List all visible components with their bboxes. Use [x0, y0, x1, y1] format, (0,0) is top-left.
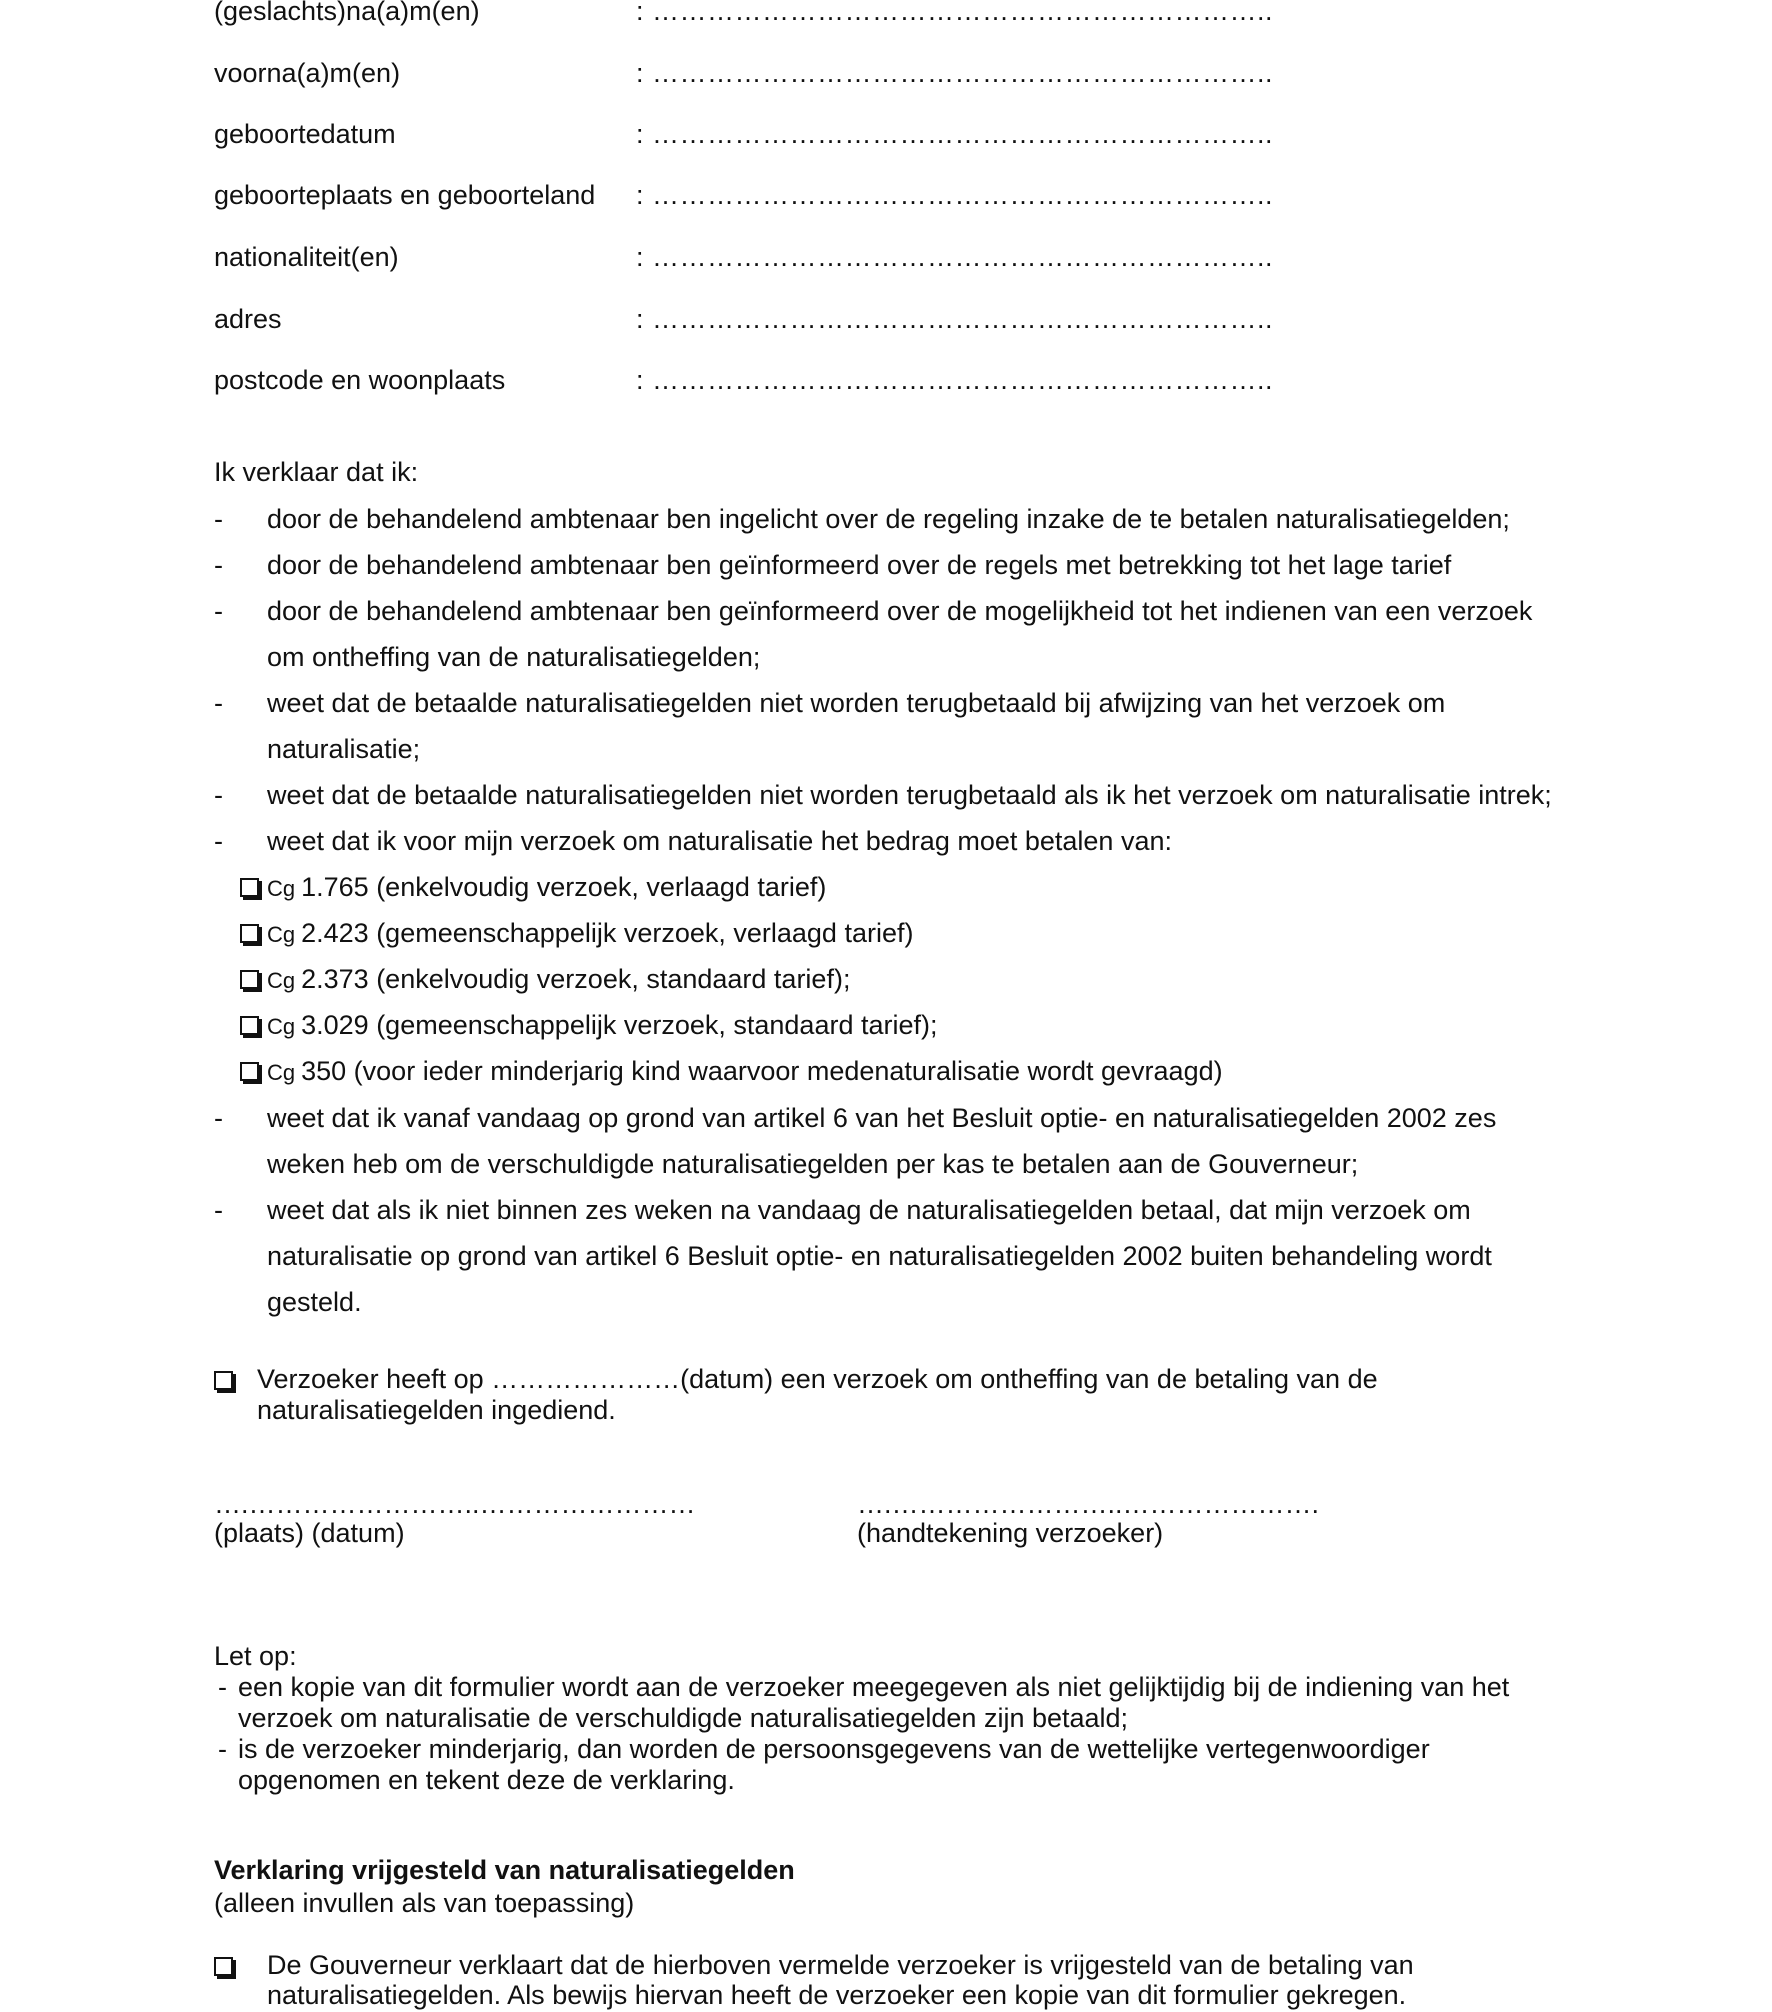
currency-label: Cg — [267, 968, 296, 993]
fee-option-label: 2.373 (enkelvoudig verzoek, standaard tarief); — [301, 964, 851, 994]
bullet-dash: - — [214, 780, 223, 810]
declaration-line: om ontheffing van de naturalisatiegelden; — [267, 642, 761, 672]
fee-option-label: 1.765 (enkelvoudig verzoek, verlaagd tarief) — [301, 872, 827, 902]
declaration-line: weet dat als ik niet binnen zes weken na vandaag de naturalisatiegelden betaal, dat mijn verzoek om — [267, 1195, 1471, 1225]
declaration-line: naturalisatie op grond van artikel 6 Besluit optie- en naturalisatiegelden 2002 buiten behandeling wordt — [267, 1241, 1492, 1271]
field-value-birth-date[interactable]: : ………………………………………………………….. — [636, 119, 1274, 149]
bullet-dash: - — [214, 1103, 223, 1133]
field-value-first-names[interactable]: : ………………………………………………………….. — [636, 58, 1274, 88]
field-label-postcode: postcode en woonplaats — [214, 365, 506, 395]
note-item: verzoek om naturalisatie de verschuldigde naturalisatiegelden zijn betaald; — [238, 1703, 1129, 1733]
currency-label: Cg — [267, 1060, 296, 1085]
field-value-address[interactable]: : ………………………………………………………….. — [636, 304, 1274, 334]
note-item: een kopie van dit formulier wordt aan de verzoeker meegegeven als niet gelijktijdig bij de indiening van het — [238, 1672, 1510, 1702]
field-value-surname[interactable]: : ………………………………………………………….. — [636, 0, 1274, 26]
declaration-line: door de behandelend ambtenaar ben ingelicht over de regeling inzake de te betalen naturalisatiegelden; — [267, 504, 1510, 534]
field-label-birth-place: geboorteplaats en geboorteland — [214, 180, 596, 210]
note-item: is de verzoeker minderjarig, dan worden de persoonsgegevens van de wettelijke vertegenwoordiger — [238, 1734, 1430, 1764]
exemption-request-line2: naturalisatiegelden ingediend. — [257, 1395, 616, 1425]
declaration-intro: Ik verklaar dat ik: — [214, 457, 419, 487]
exempt-section-title: Verklaring vrijgesteld van naturalisatiegelden — [214, 1855, 795, 1885]
exempt-line2: naturalisatiegelden. Als bewijs hiervan heeft de verzoeker een kopie van dit formulier gekregen. — [267, 1980, 1407, 2010]
bullet-dash: - — [218, 1734, 227, 1764]
checkbox-icon[interactable] — [214, 1371, 233, 1390]
place-date-label: (plaats) (datum) — [214, 1518, 405, 1548]
field-label-first-names: voorna(a)m(en) — [214, 58, 401, 88]
field-value-birth-place[interactable]: : ………………………………………………………….. — [636, 180, 1274, 210]
checkbox-icon[interactable] — [214, 1957, 233, 1976]
currency-label: Cg — [267, 922, 296, 947]
field-value-nationality[interactable]: : ………………………………………………………….. — [636, 242, 1274, 272]
declaration-line: weet dat de betaalde naturalisatiegelden niet worden terugbetaald bij afwijzing van het verzoek om — [267, 688, 1446, 718]
fee-option[interactable] — [240, 870, 826, 906]
fee-option-label: 3.029 (gemeenschappelijk verzoek, standaard tarief); — [301, 1010, 938, 1040]
declaration-line: door de behandelend ambtenaar ben geïnformeerd over de regels met betrekking tot het lage tarief — [267, 550, 1452, 580]
bullet-dash: - — [214, 1195, 223, 1225]
exemption-request-line1: Verzoeker heeft op …………………(datum) een verzoek om ontheffing van de betaling van de — [257, 1364, 1378, 1394]
declaration-line: weet dat ik voor mijn verzoek om naturalisatie het bedrag moet betalen van: — [267, 826, 1172, 856]
signature-label: (handtekening verzoeker) — [857, 1518, 1164, 1548]
fee-option[interactable] — [240, 1008, 937, 1044]
fee-option[interactable] — [240, 962, 850, 998]
bullet-dash: - — [214, 504, 223, 534]
field-label-birth-date: geboortedatum — [214, 119, 396, 149]
exempt-checkbox[interactable] — [214, 1949, 241, 1983]
place-date-line[interactable]: ….……………………..…………………… — [214, 1489, 696, 1519]
note-item: opgenomen en tekent deze de verklaring. — [238, 1765, 735, 1795]
declaration-line: door de behandelend ambtenaar ben geïnformeerd over de mogelijkheid tot het indienen van een verzoek — [267, 596, 1533, 626]
fee-option-label: 2.423 (gemeenschappelijk verzoek, verlaagd tarief) — [301, 918, 914, 948]
checkbox-icon[interactable] — [240, 970, 259, 989]
fee-option[interactable] — [240, 1054, 1223, 1090]
exemption-request-checkbox[interactable] — [214, 1363, 241, 1397]
checkbox-icon[interactable] — [240, 878, 259, 897]
declaration-line: weken heb om de verschuldigde naturalisatiegelden per kas te betalen aan de Gouverneur; — [267, 1149, 1359, 1179]
declaration-line: weet dat de betaalde naturalisatiegelden niet worden terugbetaald als ik het verzoek om naturalisatie intrek; — [267, 780, 1552, 810]
fee-option-label: 350 (voor ieder minderjarig kind waarvoor medenaturalisatie wordt gevraagd) — [301, 1056, 1223, 1086]
bullet-dash: - — [214, 596, 223, 626]
checkbox-icon[interactable] — [240, 924, 259, 943]
currency-label: Cg — [267, 876, 296, 901]
note-title: Let op: — [214, 1641, 297, 1671]
currency-label: Cg — [267, 1014, 296, 1039]
exempt-line1: De Gouverneur verklaart dat de hierboven vermelde verzoeker is vrijgesteld van de betaling van — [267, 1950, 1414, 1980]
bullet-dash: - — [218, 1672, 227, 1702]
declaration-line: naturalisatie; — [267, 734, 421, 764]
declaration-line: gesteld. — [267, 1287, 362, 1317]
signature-line[interactable]: ….……………………..…………………. — [857, 1489, 1320, 1519]
checkbox-icon[interactable] — [240, 1016, 259, 1035]
bullet-dash: - — [214, 688, 223, 718]
bullet-dash: - — [214, 826, 223, 856]
field-value-postcode[interactable]: : ………………………………………………………….. — [636, 365, 1274, 395]
exempt-section-subtitle: (alleen invullen als van toepassing) — [214, 1888, 635, 1918]
checkbox-icon[interactable] — [240, 1062, 259, 1081]
field-label-nationality: nationaliteit(en) — [214, 242, 399, 272]
field-label-surname: (geslachts)na(a)m(en) — [214, 0, 480, 26]
fee-option[interactable] — [240, 916, 913, 952]
declaration-line: weet dat ik vanaf vandaag op grond van artikel 6 van het Besluit optie- en naturalisatiegelden 2002 zes — [267, 1103, 1497, 1133]
bullet-dash: - — [214, 550, 223, 580]
field-label-address: adres — [214, 304, 282, 334]
